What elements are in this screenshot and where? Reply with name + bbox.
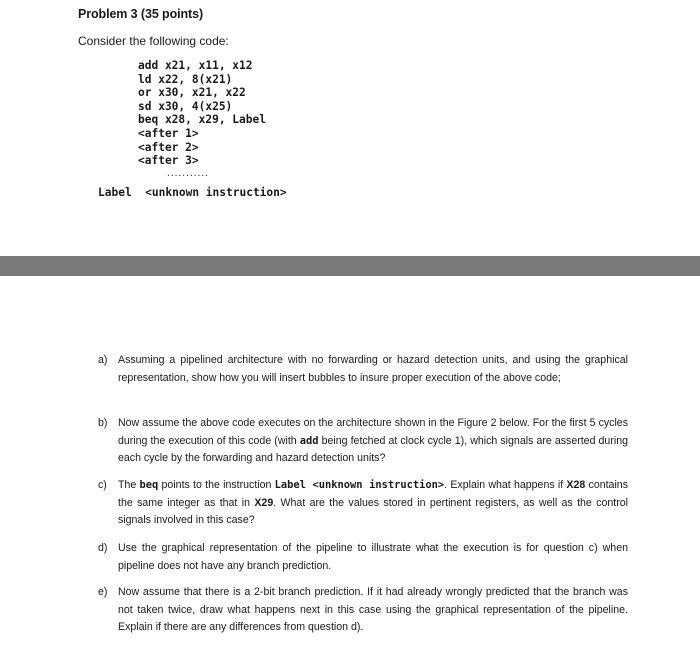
problem-title: Problem 3 (35 points) <box>78 7 204 21</box>
question-letter: e) <box>98 586 108 598</box>
text-segment: . What are the values stored in pertinent registers, as well as the control signals involved in this case? <box>118 496 628 526</box>
text-segment: points to the instruction <box>158 479 275 491</box>
register-x29: X29 <box>254 496 274 509</box>
code-line: <after 3> <box>138 154 199 168</box>
question-text: Now assume that there is a 2-bit branch prediction. If it had already wrongly predicted that the branch was not taken twice, draw what happens next in this case using the graphical representation of the pipeline. Explain if there are any differences from question d). <box>118 586 628 633</box>
question-text: Assuming a pipelined architecture with no forwarding or hazard detection units, and using the graphical representation, show how you will insert bubbles to insure proper execution of the above code; <box>118 354 628 384</box>
ellipsis-dots: ........... <box>166 169 208 178</box>
label-line <box>98 186 287 199</box>
code-line: <after 2> <box>138 140 199 154</box>
code-line: <after 1> <box>138 126 199 140</box>
text-segment: Now assume the above code executes on the architecture shown in the Figure 2 below. For the first 5 cycles during the execution of this code (with <box>118 417 628 447</box>
code-line: beq x28, x29, Label <box>138 113 266 127</box>
problem-intro: Consider the following code: <box>78 34 229 48</box>
question-letter: c) <box>98 479 107 491</box>
code-line: or x30, x21, x22 <box>138 86 246 100</box>
text-segment: being fetched at clock cycle 1), which signals are asserted during each cycle by the forwarding and hazard detection units? <box>118 434 628 464</box>
text-segment: The <box>118 479 140 491</box>
code-line: ld x22, 8(x21) <box>138 72 233 86</box>
keyword-add: add <box>299 434 319 447</box>
question-letter: d) <box>98 542 108 554</box>
label-name: Label <box>98 186 132 199</box>
question-text <box>118 477 628 530</box>
question-letter: b) <box>98 417 108 429</box>
question-text <box>118 415 628 468</box>
text-segment: contains the same integer as that in <box>118 479 628 509</box>
question-a <box>98 352 628 387</box>
text-segment: . Explain what happens if <box>444 479 567 491</box>
code-line: add x21, x11, x12 <box>138 59 253 72</box>
question-d <box>98 540 628 575</box>
label-instruction: <unknown instruction> <box>145 186 287 199</box>
question-c <box>98 477 628 530</box>
keyword-label: Label <unknown instruction> <box>274 479 445 491</box>
keyword-beq: beq <box>139 479 159 491</box>
page-separator <box>0 256 700 276</box>
question-letter: a) <box>98 354 108 366</box>
code-line: sd x30, 4(x25) <box>138 99 233 113</box>
register-x28: X28 <box>566 479 586 491</box>
question-e <box>98 584 628 637</box>
question-b <box>98 415 628 468</box>
code-block <box>138 59 266 168</box>
question-text: Use the graphical representation of the pipeline to illustrate what the execution is for question c) when pipeline does not have any branch prediction. <box>118 542 628 572</box>
